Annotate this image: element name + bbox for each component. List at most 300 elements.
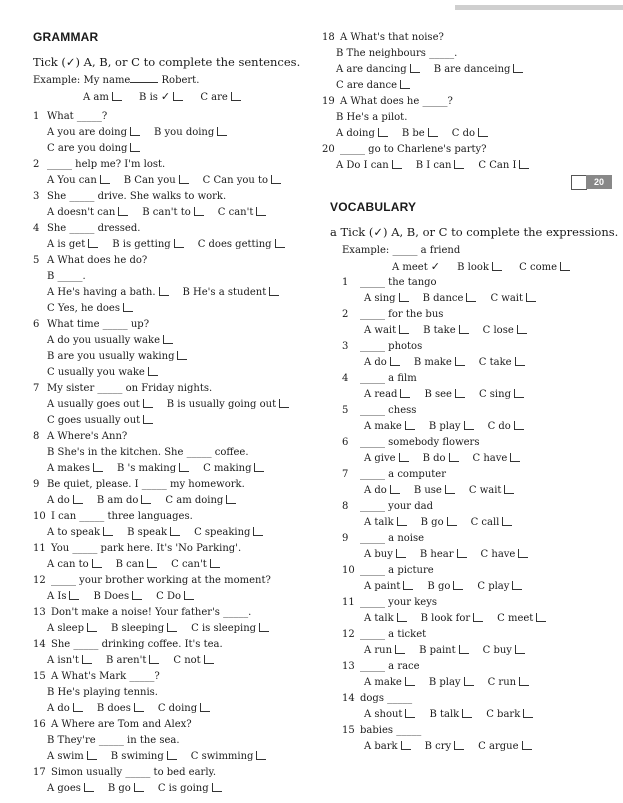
option-b[interactable] [97,701,144,717]
vocab-option-a[interactable] [364,419,415,435]
answer-box[interactable] [399,293,409,302]
answer-box[interactable] [455,389,465,398]
answer-box[interactable] [397,517,407,526]
option-c[interactable] [171,557,220,573]
answer-box[interactable] [405,677,415,686]
vocab-option-a[interactable] [364,611,407,627]
vocab-option-b[interactable] [429,675,474,691]
vocab-item-6-options [330,451,620,467]
option-b[interactable] [142,205,204,221]
right-column [322,30,618,174]
option-b[interactable] [116,557,158,573]
question-number: 5 [33,255,40,266]
vocab-example [330,243,620,259]
answer-box[interactable] [143,415,153,424]
question-8 [33,429,313,445]
option-c[interactable] [336,78,410,94]
answer-box[interactable] [428,128,438,137]
question-14 [33,637,313,653]
answer-box[interactable] [170,527,180,536]
answer-box[interactable] [254,463,264,472]
answer-box[interactable] [459,645,469,654]
option-a[interactable] [336,62,420,78]
vocab-example-option-b[interactable]: B look [457,260,502,276]
option-b[interactable] [108,781,144,797]
answer-box[interactable] [163,335,173,344]
vocab-option-c[interactable] [471,515,513,531]
vocab-option-a[interactable] [364,291,409,307]
answer-box[interactable] [392,160,402,169]
answer-box[interactable] [256,207,266,216]
option-c[interactable] [156,589,194,605]
answer-box[interactable] [87,623,97,632]
answer-box[interactable] [397,613,407,622]
option-a[interactable] [47,557,102,573]
answer-box[interactable] [395,645,405,654]
answer-box[interactable] [515,645,525,654]
vocab-option-a[interactable] [364,707,415,723]
option-label: A you are doing [47,127,127,138]
answer-box[interactable] [514,389,524,398]
answer-box[interactable] [378,128,388,137]
answer-box[interactable] [167,623,177,632]
grammar-heading: GRAMMAR [33,30,99,44]
answer-box[interactable] [449,453,459,462]
answer-box[interactable] [177,351,187,360]
option-b[interactable] [127,525,180,541]
grammar-questions-right [322,30,618,174]
answer-box[interactable] [396,549,406,558]
answer-box[interactable] [502,517,512,526]
vocab-option-a[interactable] [364,739,411,755]
vocab-option-b[interactable] [419,643,469,659]
vocab-option-b[interactable] [429,707,472,723]
option-b[interactable] [112,237,183,253]
answer-box[interactable] [459,325,469,334]
vocab-option-a[interactable] [364,387,410,403]
answer-box[interactable] [87,751,97,760]
vocab-option-a[interactable] [364,547,406,563]
option-a[interactable] [47,333,173,349]
vocab-option-a[interactable] [364,643,405,659]
option-a[interactable] [47,525,113,541]
option-label: C Can I [478,160,517,171]
option-a[interactable] [47,125,140,141]
option-c[interactable] [198,237,285,253]
option-a[interactable] [47,781,94,797]
question-number: 15 [33,671,46,682]
option-label: C argue [478,741,519,752]
vocab-item-1-options [330,291,620,307]
option-c[interactable] [47,365,158,381]
answer-box[interactable] [519,677,529,686]
answer-box[interactable] [447,517,457,526]
option-a[interactable] [47,205,128,221]
answer-box[interactable] [390,485,400,494]
question-5-options [33,285,313,301]
answer-box[interactable] [510,453,520,462]
option-label: B am do [96,495,139,506]
answer-box[interactable] [84,783,94,792]
vocab-item-6 [330,435,620,451]
answer-box[interactable] [454,160,464,169]
option-label: A run [364,645,393,656]
option-a[interactable] [336,158,402,174]
vocab-option-c[interactable] [469,483,515,499]
answer-box[interactable] [473,613,483,622]
vocab-option-c[interactable] [497,611,546,627]
answer-box[interactable] [271,175,281,184]
answer-box[interactable] [123,303,133,312]
question-16-options [33,749,313,765]
option-b[interactable] [416,158,465,174]
question-7 [33,381,313,397]
answer-box[interactable] [88,239,98,248]
answer-box[interactable] [259,623,269,632]
answer-box[interactable] [466,293,476,302]
question-6 [33,317,313,333]
question-number: 7 [33,383,40,394]
score-total-badge: 20 [586,175,612,189]
example-post: Robert. [161,75,200,86]
question-12 [33,573,313,589]
vocab-option-c[interactable] [490,291,536,307]
question-9-options [33,493,313,509]
answer-box[interactable] [174,239,184,248]
answer-box[interactable] [134,783,144,792]
question-2-options [33,173,313,189]
option-c[interactable] [158,781,222,797]
answer-box[interactable] [100,175,110,184]
option-c[interactable] [218,205,267,221]
answer-box[interactable] [504,485,514,494]
option-c[interactable] [191,749,267,765]
option-c[interactable] [478,158,529,174]
answer-box[interactable] [130,143,140,152]
answer-box[interactable] [132,591,142,600]
answer-box[interactable] [93,463,103,472]
answer-box[interactable] [269,287,279,296]
question-number: 17 [33,767,46,778]
question-7-options [33,397,313,413]
question-16 [33,717,313,733]
vocab-option-c[interactable] [486,707,533,723]
score-input-box[interactable] [571,175,587,190]
option-label: A make [364,677,402,688]
vocab-option-c[interactable] [473,451,521,467]
question-18-options [322,78,618,94]
answer-box[interactable] [149,655,159,664]
option-c[interactable] [47,301,133,317]
answer-box[interactable] [399,453,409,462]
answer-box[interactable] [118,207,128,216]
answer-box[interactable] [522,741,532,750]
option-b[interactable] [117,461,189,477]
option-label: B can't to [142,207,191,218]
option-a[interactable] [47,237,98,253]
answer-box[interactable] [401,741,411,750]
answer-box[interactable] [462,709,472,718]
answer-box[interactable] [253,527,263,536]
option-c[interactable] [203,461,264,477]
answer-box[interactable] [464,421,474,430]
answer-box[interactable] [204,655,214,664]
option-label: C bark [486,709,521,720]
option-a[interactable] [47,589,79,605]
answer-box[interactable] [69,591,79,600]
vocab-option-b[interactable] [424,387,465,403]
option-label: B swiming [110,751,164,762]
option-b[interactable] [47,349,187,365]
vocabulary-heading: VOCABULARY [330,200,417,214]
question-15-options [33,701,313,717]
example-option-b[interactable]: B is ✓ [139,89,183,106]
vocab-option-a[interactable] [364,323,409,339]
option-b[interactable] [106,653,159,669]
answer-box[interactable] [134,703,144,712]
answer-box[interactable] [453,581,463,590]
answer-box[interactable] [184,591,194,600]
vocab-option-b[interactable] [429,419,474,435]
answer-box[interactable] [513,64,523,73]
vocab-option-c[interactable] [477,579,522,595]
answer-box[interactable] [179,463,189,472]
vocab-option-c[interactable] [479,387,524,403]
option-b[interactable] [111,621,177,637]
vocab-option-c[interactable] [488,419,524,435]
option-label: C have [480,549,516,560]
answer-box[interactable] [159,287,169,296]
answer-box[interactable] [526,293,536,302]
option-b[interactable] [93,589,142,605]
vocab-text: _____ a computer [360,469,446,480]
question-text: What _____? [47,111,108,122]
answer-box[interactable] [92,559,102,568]
answer-box[interactable] [514,421,524,430]
question-text: Don't make a noise! Your father's _____. [51,607,252,618]
option-a[interactable] [47,397,153,413]
answer-box[interactable] [400,80,410,89]
answer-box[interactable] [143,399,153,408]
option-label: B cry [424,741,452,752]
option-label: B use [413,485,442,496]
vocab-option-b[interactable] [414,483,455,499]
option-label: B be [401,128,425,139]
vocab-option-c[interactable] [483,323,527,339]
vocab-item-4-options [330,387,620,403]
answer-box[interactable] [167,751,177,760]
option-b[interactable] [167,397,289,413]
question-10 [33,509,313,525]
option-c[interactable] [452,126,488,142]
question-12-options [33,589,313,605]
answer-box[interactable] [73,703,83,712]
option-c[interactable] [158,701,210,717]
answer-box[interactable] [536,613,546,622]
answer-box[interactable] [200,703,210,712]
question-number: 18 [322,32,335,43]
option-c[interactable] [47,141,140,157]
vocab-option-c[interactable] [488,675,530,691]
option-label: A doing [336,128,375,139]
option-b[interactable] [154,125,227,141]
vocab-item-7 [330,467,620,483]
vocab-option-c[interactable] [479,355,525,371]
vocab-example-option-a[interactable]: A meet ✓ [392,260,440,273]
answer-box[interactable] [445,485,455,494]
option-b[interactable] [402,126,438,142]
option-a[interactable] [47,173,110,189]
question-17-options [33,781,313,797]
question-19-options [322,126,618,142]
option-b[interactable] [111,749,177,765]
option-label: A give [364,453,396,464]
vocabulary-items [330,275,620,755]
example-option-a[interactable]: A am [83,90,122,106]
option-c[interactable] [203,173,281,189]
vocab-item-12-options [330,643,620,659]
vocab-option-a[interactable] [364,579,413,595]
question-17 [33,765,313,781]
answer-box[interactable] [210,559,220,568]
grammar-questions-left [33,109,313,797]
vocab-option-b[interactable] [423,451,459,467]
option-label: C are you doing [47,143,128,154]
option-a[interactable] [47,701,83,717]
vocab-option-b[interactable] [421,611,484,627]
vocab-option-a[interactable] [364,483,400,499]
vocab-option-b[interactable] [420,547,467,563]
answer-box[interactable] [148,367,158,376]
answer-box[interactable] [226,495,236,504]
question-text: A What does he do? [47,255,148,266]
option-label: A shout [364,709,403,720]
answer-box[interactable] [457,549,467,558]
option-b[interactable] [124,173,189,189]
answer-box[interactable] [147,559,157,568]
answer-box[interactable] [141,495,151,504]
option-a[interactable] [47,653,92,669]
answer-box[interactable] [400,389,410,398]
option-label: A goes [47,783,81,794]
option-label: B can [115,559,145,570]
option-a[interactable] [47,493,83,509]
vocab-option-c[interactable] [481,547,529,563]
option-a[interactable] [47,749,97,765]
answer-box[interactable] [73,495,83,504]
example-label: Example: [33,75,81,86]
option-label: B you doing [154,127,215,138]
option-b[interactable] [183,285,280,301]
answer-box[interactable] [405,421,415,430]
vocab-option-a[interactable] [364,355,400,371]
vocab-option-c[interactable] [483,643,525,659]
answer-box[interactable] [454,741,464,750]
answer-box[interactable] [464,677,474,686]
vocab-number: 4 [342,373,349,384]
option-label: A do [364,485,387,496]
vocab-option-c[interactable] [478,739,531,755]
answer-box[interactable] [399,325,409,334]
vocab-option-a[interactable] [364,675,415,691]
option-a[interactable] [47,621,97,637]
answer-box[interactable] [478,128,488,137]
vocab-option-a[interactable] [364,451,409,467]
answer-box[interactable] [405,709,415,718]
answer-box[interactable] [103,527,113,536]
option-c[interactable] [173,653,213,669]
option-c[interactable] [194,525,263,541]
answer-box[interactable] [256,751,266,760]
question-number: 4 [33,223,40,234]
question-text: She _____ dressed. [47,223,141,234]
vocab-option-b[interactable] [425,739,465,755]
vocab-option-b[interactable] [423,323,469,339]
option-b[interactable] [434,62,524,78]
answer-box[interactable] [194,207,204,216]
vocab-option-b[interactable] [421,515,457,531]
vocab-number: 3 [342,341,349,352]
answer-box[interactable] [130,127,140,136]
option-c[interactable] [191,621,269,637]
option-label: A doesn't can [47,207,116,218]
answer-box[interactable] [410,64,420,73]
answer-box[interactable] [212,783,222,792]
answer-box[interactable] [517,325,527,334]
option-label: A make [364,421,402,432]
option-label: A do [47,495,70,506]
vocab-option-b[interactable] [414,355,465,371]
answer-box[interactable] [275,239,285,248]
answer-box[interactable] [279,399,289,408]
vocab-item-11 [330,595,620,611]
vocab-number: 13 [342,661,355,672]
vocab-item-5 [330,403,620,419]
answer-box[interactable] [519,160,529,169]
option-a[interactable] [47,285,169,301]
vocab-option-a[interactable] [364,515,407,531]
option-c[interactable] [165,493,236,509]
answer-box[interactable] [455,357,465,366]
vocab-example-option-c[interactable]: C come [519,260,570,276]
option-label: A sing [364,293,396,304]
answer-box[interactable] [523,709,533,718]
option-label: A wait [364,325,397,336]
answer-box[interactable] [403,581,413,590]
question-text: What time _____ up? [47,319,150,330]
option-label: C wait [468,485,502,496]
question-number: 3 [33,191,40,202]
question-number: 19 [322,96,335,107]
answer-box[interactable] [217,127,227,136]
vocab-item-8-options [330,515,620,531]
vocab-number: 14 [342,693,355,704]
vocab-option-b[interactable] [427,579,463,595]
answer-box[interactable] [179,175,189,184]
question-20-options [322,158,618,174]
answer-box[interactable] [82,655,92,664]
answer-box[interactable] [515,357,525,366]
example-option-c[interactable]: C are [200,90,241,106]
vocab-option-b[interactable] [423,291,477,307]
answer-box[interactable] [518,549,528,558]
option-b[interactable] [97,493,152,509]
option-a[interactable] [336,126,388,142]
option-a[interactable] [47,461,103,477]
option-c[interactable] [47,413,153,429]
answer-box[interactable] [512,581,522,590]
answer-box[interactable] [390,357,400,366]
